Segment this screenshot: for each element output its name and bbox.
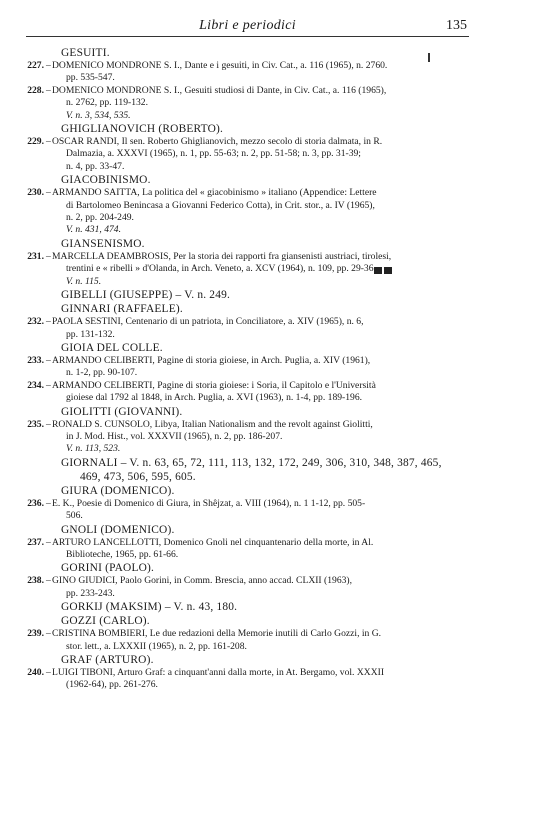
citation-line: n. 2, pp. 204-249. (66, 212, 134, 224)
running-header (26, 18, 469, 37)
citation-line: OSCAR RANDI, Il sen. Roberto Ghiglianovich, mezzo secolo di storia dalmata, in R. (52, 136, 383, 148)
entry-citation (52, 537, 472, 562)
citation-line: gioiese dal 1792 al 1848, in Arch. Puglia, a. XVI (1963), n. 1-4, pp. 189-196. (66, 392, 363, 404)
entry-number: 240. (27, 667, 44, 678)
entry-citation (52, 575, 472, 600)
subject-heading: GORINI (PAOLO). (61, 562, 155, 575)
entry-dash: – (46, 497, 51, 509)
citation-line: n. 4, pp. 33-47. (66, 160, 125, 172)
bibliography-entry (22, 575, 472, 600)
entry-number: 236. (27, 497, 44, 509)
entry-number: 228. (27, 84, 44, 96)
bibliography-entry (22, 85, 472, 110)
entry-number: 234. (27, 379, 44, 391)
subject-heading: GOZZI (CARLO). (61, 615, 150, 628)
cross-reference: V. n. 3, 534, 535. (66, 109, 131, 121)
subject-heading: GORKIJ (MAKSIM) – V. n. 43, 180. (61, 601, 238, 614)
entry-dash: – (46, 136, 51, 148)
bibliography-entry (22, 419, 472, 444)
citation-line: di Bartolomeo Benincasa a Giovanni Federico Cotta), in Crit. stor., a. IV (1965), (66, 199, 375, 211)
entry-citation (52, 251, 472, 276)
bibliography-entry (22, 316, 472, 341)
entry-dash: – (46, 536, 51, 548)
entry-citation (52, 187, 472, 224)
entry-number: 230. (27, 187, 44, 199)
entry-number: 235. (27, 418, 44, 430)
entry-dash: – (46, 418, 51, 430)
subject-heading: GIANSENISMO. (61, 237, 145, 250)
citation-line: (1962-64), pp. 261-276. (66, 679, 158, 691)
entry-number: 239. (27, 628, 44, 640)
entry-number: 229. (27, 136, 44, 148)
entry-citation (52, 136, 472, 173)
entry-dash: – (46, 84, 51, 96)
citation-line: PAOLA SESTINI, Centenario di un patriota, in Conciliatore, a. XIV (1965), n. 6, (52, 316, 364, 328)
entry-citation (52, 667, 472, 692)
entry-dash: – (46, 379, 51, 391)
citation-line: RONALD S. CUNSOLO, Libya, Italian Nationalism and the revolt against Giolitti, (52, 418, 373, 430)
citation-line: Dalmazia, a. XXXVI (1965), n. 1, pp. 55-63; n. 2, pp. 51-58; n. 3, pp. 31-39; (66, 148, 361, 160)
citation-line: ARMANDO CELIBERTI, Pagine di storia gioiese, in Arch. Puglia, a. XIV (1961), (52, 354, 371, 366)
entry-citation (52, 380, 472, 405)
subject-heading: GIOLITTI (GIOVANNI). (61, 405, 183, 418)
subject-heading: GIBELLI (GIUSEPPE) – V. n. 249. (61, 289, 231, 302)
citation-line: DOMENICO MONDRONE S. I., Gesuiti studiosi di Dante, in Civ. Cat., a. 116 (1965), (52, 84, 387, 96)
bibliography-entry (22, 251, 472, 276)
subject-heading: GIORNALI – V. n. 63, 65, 72, 111, 113, 132, 172, 249, 306, 310, 348, 387, 465, (61, 456, 442, 469)
bibliography-entry (22, 537, 472, 562)
entry-citation (52, 316, 472, 341)
entry-citation (52, 85, 472, 110)
citation-line: Biblioteche, 1965, pp. 61-66. (66, 548, 179, 560)
citation-line: trentini e « ribelli » d'Olanda, in Arch. Veneto, a. XCV (1964), n. 109, pp. 29-36. (66, 263, 376, 275)
bibliography-entry (22, 355, 472, 380)
cross-reference: V. n. 115. (66, 275, 102, 287)
bibliography-entry (22, 187, 472, 224)
citation-line: ARMANDO SAITTA, La politica del « giacobinismo » italiano (Appendice: Lettere (52, 187, 377, 199)
subject-heading: GESUITI. (61, 47, 110, 59)
subject-heading: GHIGLIANOVICH (ROBERTO). (61, 123, 224, 136)
subject-heading: GNOLI (DOMENICO). (61, 523, 175, 536)
entry-number: 233. (27, 354, 44, 366)
citation-line: ARMANDO CELIBERTI, Pagine di storia gioiese: i Soria, il Capitolo e l'Università (52, 379, 376, 391)
entry-dash: – (46, 316, 51, 328)
bibliography-entry (22, 498, 472, 523)
entry-dash: – (46, 187, 51, 199)
subject-heading: GIOIA DEL COLLE. (61, 341, 163, 354)
bibliography-entry (22, 136, 472, 173)
entry-citation (52, 628, 472, 653)
citation-line: CRISTINA BOMBIERI, Le due redazioni della Memorie inutili di Carlo Gozzi, in G. (52, 628, 382, 640)
citation-line: n. 2762, pp. 119-132. (66, 97, 148, 109)
citation-line: n. 1-2, pp. 90-107. (66, 367, 138, 379)
subject-heading-continuation: 469, 473, 506, 595, 605. (80, 470, 196, 483)
subject-heading: GINNARI (RAFFAELE). (61, 303, 183, 316)
entry-dash: – (46, 354, 51, 366)
entry-number: 232. (27, 316, 44, 328)
citation-line: 506. (66, 510, 83, 522)
citation-line: in J. Mod. Hist., vol. XXXVII (1965), n. 2, pp. 186-207. (66, 430, 283, 442)
subject-heading: GIACOBINISMO. (61, 174, 151, 187)
citation-line: E. K., Poesie di Domenico di Giura, in Shêjzat, a. VIII (1964), n. 1 1-12, pp. 505- (52, 497, 366, 509)
entry-number: 227. (27, 60, 44, 71)
citation-line: GINO GIUDICI, Paolo Gorini, in Comm. Brescia, anno accad. CLXII (1963), (52, 575, 353, 587)
entry-number: 238. (27, 575, 44, 587)
cross-reference: V. n. 431, 474. (66, 224, 121, 236)
citation-line: ARTURO LANCELLOTTI, Domenico Gnoli nel cinquantenario della morte, in Al. (52, 536, 374, 548)
subject-heading: GIURA (DOMENICO). (61, 484, 175, 497)
citation-line: pp. 535-547. (66, 72, 115, 84)
citation-line: pp. 131-132. (66, 328, 115, 340)
entry-number: 237. (27, 536, 44, 548)
bibliography-entry (22, 628, 472, 653)
citation-line: LUIGI TIBONI, Arturo Graf: a cinquant'anni dalla morte, in At. Bergamo, vol. XXXII (52, 667, 385, 678)
bibliography-list (22, 46, 472, 692)
citation-line: pp. 233-243. (66, 587, 115, 599)
entry-number: 231. (27, 250, 44, 262)
bibliography-entry (22, 60, 472, 85)
citation-line: MARCELLA DEAMBROSIS, Per la storia dei rapporti fra giansenisti austriaci, tirolesi, (52, 250, 392, 262)
entry-dash: – (46, 628, 51, 640)
cross-reference: V. n. 113, 523. (66, 443, 121, 455)
bibliography-entry (22, 667, 472, 692)
entry-citation (52, 355, 472, 380)
entry-citation (52, 419, 472, 444)
entry-dash: – (46, 60, 51, 71)
citation-line: stor. lett., a. LXXXII (1965), n. 2, pp. 161-208. (66, 640, 247, 652)
entry-citation (52, 60, 472, 85)
subject-heading: GRAF (ARTURO). (61, 654, 154, 666)
citation-line: DOMENICO MONDRONE S. I., Dante e i gesuiti, in Civ. Cat., a. 116 (1965), n. 2760. (52, 60, 388, 71)
entry-dash: – (46, 250, 51, 262)
running-title: Libri e periodici (199, 18, 296, 33)
page-number: 135 (446, 18, 467, 33)
entry-citation (52, 498, 472, 523)
bibliography-entry (22, 380, 472, 405)
entry-dash: – (46, 575, 51, 587)
entry-dash: – (46, 667, 51, 678)
